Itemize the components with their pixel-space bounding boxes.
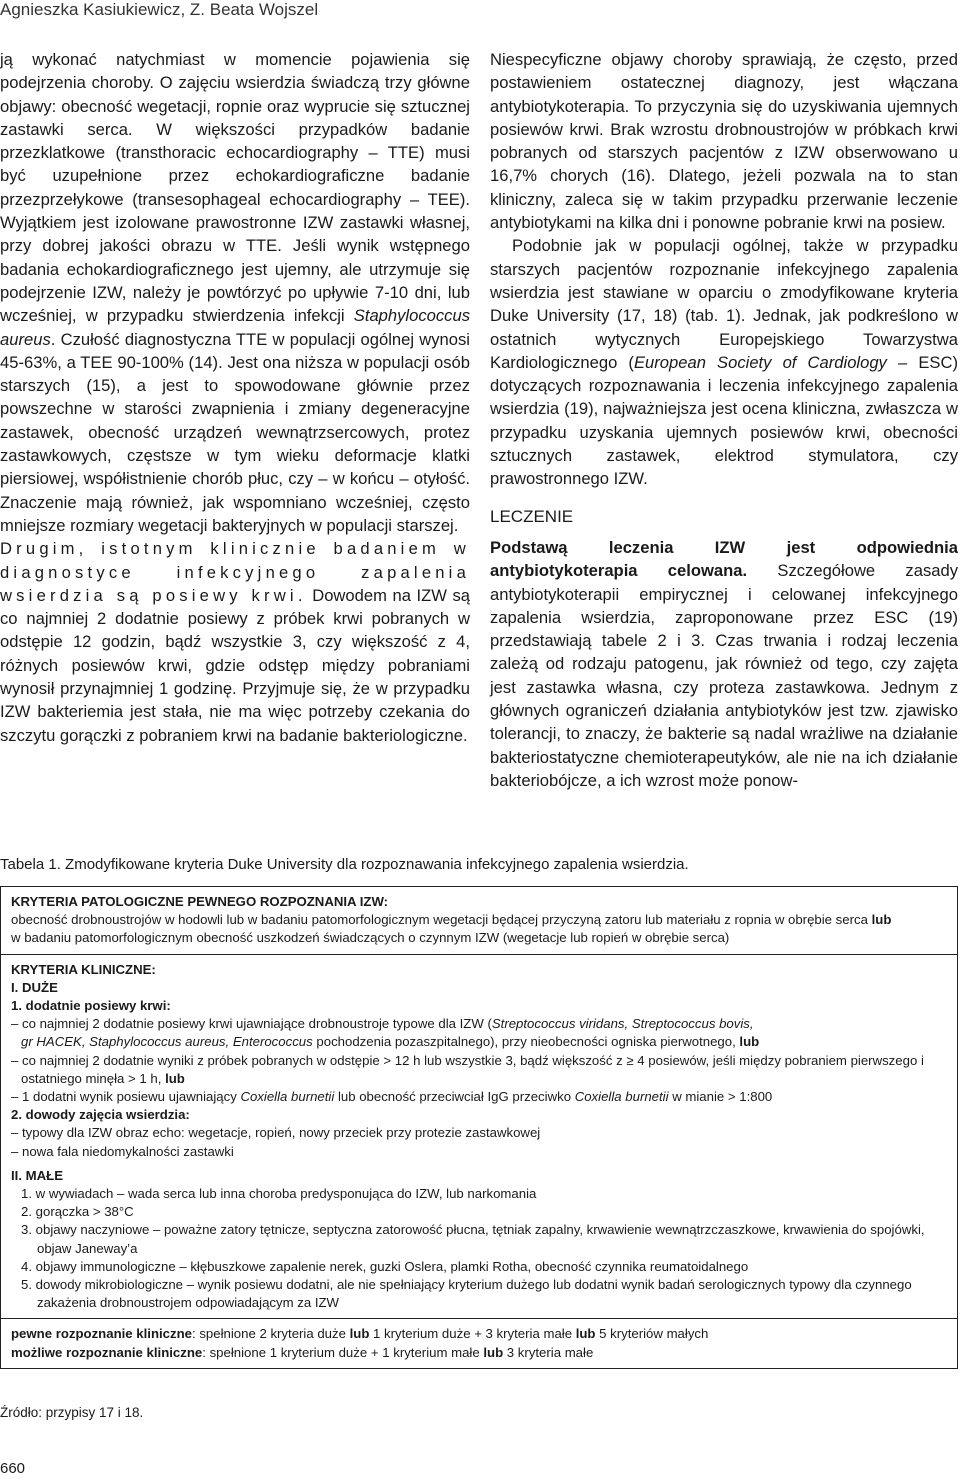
pathologic-criteria: KRYTERIA PATOLOGICZNE PEWNEGO ROZPOZNANIA IZW: obecność drobnoustrojów w hodowli lub w badaniu patomorfologicznym wegetacji będącej przyczyną zatoru lub materiału z ropnia w obrębie serca lub w badaniu patomorfologicznym obecność uszkodzeń świadczących o czynnym IZW (wegetacje lub ropień w obrębie serca) xyxy=(11,894,892,946)
table-caption: Tabela 1. Zmodyfikowane kryteria Duke University dla rozpoznawania infekcyjnego zapalenia wsierdzia. xyxy=(0,856,689,873)
right-column xyxy=(490,48,958,792)
paragraph-nonspecific: Niespecyficzne objawy choroby sprawiają, że często, przed postawieniem ostatecznej diagnozy, jest włączana antybiotykoterapia. To przyczynia się do uzyskiwania ujemnych posiewów krwi. Brak wzrostu drobnoustrojów w próbkach krwi pobranych od starszych pacjentów z IZW obserwowano u 16,7% chorych (16). Dlatego, jeżeli pozwala na to stan kliniczny, zaleca się w takim przypadku przerwanie leczenie antybiotykami na kilka dni i ponowne pobranie krwi na posiew. xyxy=(490,50,958,233)
section-title: LECZENIE xyxy=(490,506,574,526)
left-column xyxy=(0,48,470,747)
criteria-table xyxy=(0,886,958,1369)
running-header: Agnieszka Kasiukiewicz, Z. Beata Wojszel xyxy=(0,0,319,19)
table-source: Źródło: przypisy 17 i 18. xyxy=(0,1405,144,1420)
diagnosis-definitions: pewne rozpoznanie kliniczne: spełnione 2 kryteria duże lub 1 kryterium duże + 3 kryteria małe lub 5 kryteriów małych możliwe rozpoznanie kliniczne: spełnione 1 kryterium duże + 1 kryterium małe lub 3 kryteria małe xyxy=(1,1318,957,1367)
paragraph-blood-cultures: Drugim, istotnym klinicznie badaniem w diagnostyce infekcyjnego zapalenia wsierdzia są posiewy krwi. Dowodem na IZW są co najmniej 2 dodatnie posiewy z próbek krwi pobranych w odstępie 12 godzin, bądź wszystkie 3, czy większość z 4, różnych posiewów krwi, gdzie odstęp między pobraniami wynosił przynajmniej 1 godzinę. Przyjmuje się, że w przypadku IZW bakteriemia jest stała, nie ma więc potrzeby czekania do szczytu gorączki z pobraniem krwi na badanie bakteriologiczne. xyxy=(0,539,470,745)
clinical-criteria: KRYTERIA KLINICZNE: I. DUŻE 1. dodatnie posiewy krwi: – co najmniej 2 dodatnie posiewy krwi ujawniające drobnoustroje typowe dla IZW (Streptococcus viridans, Streptococcus bovis, gr HACEK, Staphylococcus aureus, Enterococcus pochodzenia pozaszpitalnego), przy nieobecności ogniska pierwotnego, lub – co najmniej 2 dodatnie wyniki z próbek pobranych w odstępie > 12 h lub wszystkie 3, bądź większość z ≥ 4 posiewów, jeśli między pobraniem pierwszego i ostatniego minęła > 1 h, lub – 1 dodatni wynik posiewu ujawniający Coxiella burnetii lub obecność przeciwciał IgG przeciwko Coxiella burnetii w mianie > 1:800 2. dowody zajęcia wsierdzia: – typowy dla IZW obraz echo: wegetacje, ropień, nowy przeciek przy protezie zastawkowej – nowa fala niedomykalności zastawki II. MAŁE 1. w wywiadach – wada serca lub inna choroba predysponująca do IZW, lub narkomania 2. gorączka > 38°C 3. objawy naczyniowe – poważne zatory tętnicze, septyczna zatorowość płucna, tętniak zapalny, krwawienie wewnątrzczaszkowe, krwawienia do spojówki, objaw Janeway’a 4. objawy immunologiczne – kłębuszkowe zapalenie nerek, guzki Oslera, plamki Rotha, obecność czynnika reumatoidalnego 5. dowody mikrobiologiczne – wynik posiewu dodatni, ale nie spełniający kryterium dużego lub dodatni wynik badań serologicznych typowy dla czynnego zakażenia drobnoustrojem odpowiadającym za IZW xyxy=(1,954,957,1319)
page-number: 660 xyxy=(0,1460,26,1477)
paragraph-duke-criteria: Podobnie jak w populacji ogólnej, także w przypadku starszych pacjentów rozpoznanie infekcyjnego zapalenia wsierdzia jest stawiane w oparciu o zmodyfikowane kryteria Duke University (17, 18) (tab. 1). Jednak, jak podkreślono w ostatnich wytycznych Europejskiego Towarzystwa Kardiologicznego (European Society of Cardiology – ESC) dotyczących rozpoznawania i leczenia infekcyjnego zapalenia wsierdzia (19), najważniejsza jest ocena kliniczna, zwłaszcza w przypadku uzyskania ujemnych posiewów krwi, obecności sztucznych zastawek, elektrod stymulatora, czy prawostronnego IZW. xyxy=(490,236,958,489)
paragraph-treatment: Podstawą leczenia IZW jest odpowiednia antybiotykoterapia celowana. Szczegółowe zasady antybiotykoterapii empirycznej i celowanej infekcyjnego zapalenia wsierdzia, zaproponowane przez ESC (19) przedstawiają tabele 2 i 3. Czas trwania i rodzaj leczenia zależą od rodzaju patogenu, jak również od tego, czy zajęta jest zastawka własna, czy proteza zastawkowa. Jednym z głównych ograniczeń działania antybiotyków jest tzw. zjawisko tolerancji, to znaczy, że bakterie są nadal wrażliwe na działanie bakteriostatyczne chemioterapeutyków, ale nie na ich działanie bakteriobójcze, a ich wzrost może ponow- xyxy=(490,537,958,790)
paragraph-echo: ją wykonać natychmiast w momencie pojawienia się podejrzenia choroby. O zajęciu wsierdzia świadczą trzy główne objawy: obecność wegetacji, ropnie oraz wyprucie się sztucznej zastawki serca. W większości przypadków badanie przezklatkowe (transthoracic echocardiography – TTE) musi być uzupełnione przez echokardiograficzne badanie przezprzełykowe (transesophageal echocardiography – TEE). Wyjątkiem jest izolowane prawostronne IZW zastawki własnej, przy dobrej jakości obrazu w TTE. Jeśli wynik wstępnego badania echokardiograficznego jest ujemny, ale utrzymuje się podejrzenie IZW, należy je powtórzyć po upływie 7-10 dni, lub wcześniej, w przypadku stwierdzenia infekcji Staphylococcus aureus. Czułość diagnostyczna TTE w populacji ogólnej wynosi 45-63%, a TEE 90-100% (14). Jest ona niższa w populacji osób starszych (15), a jest to spowodowane głównie przez powszechne w starości zwapnienia i zmiany degeneracyjne zastawek, obecność urządzeń wewnątrzsercowych, protez zastawkowych, częstsze w tym wieku deformacje klatki piersiowej, współistnienie chorób płuc, czy – w końcu – otyłość. Znaczenie mają również, jak wspomniano wcześniej, często mniejsze rozmiary wegetacji bakteryjnych w populacji starszej. xyxy=(0,50,470,535)
